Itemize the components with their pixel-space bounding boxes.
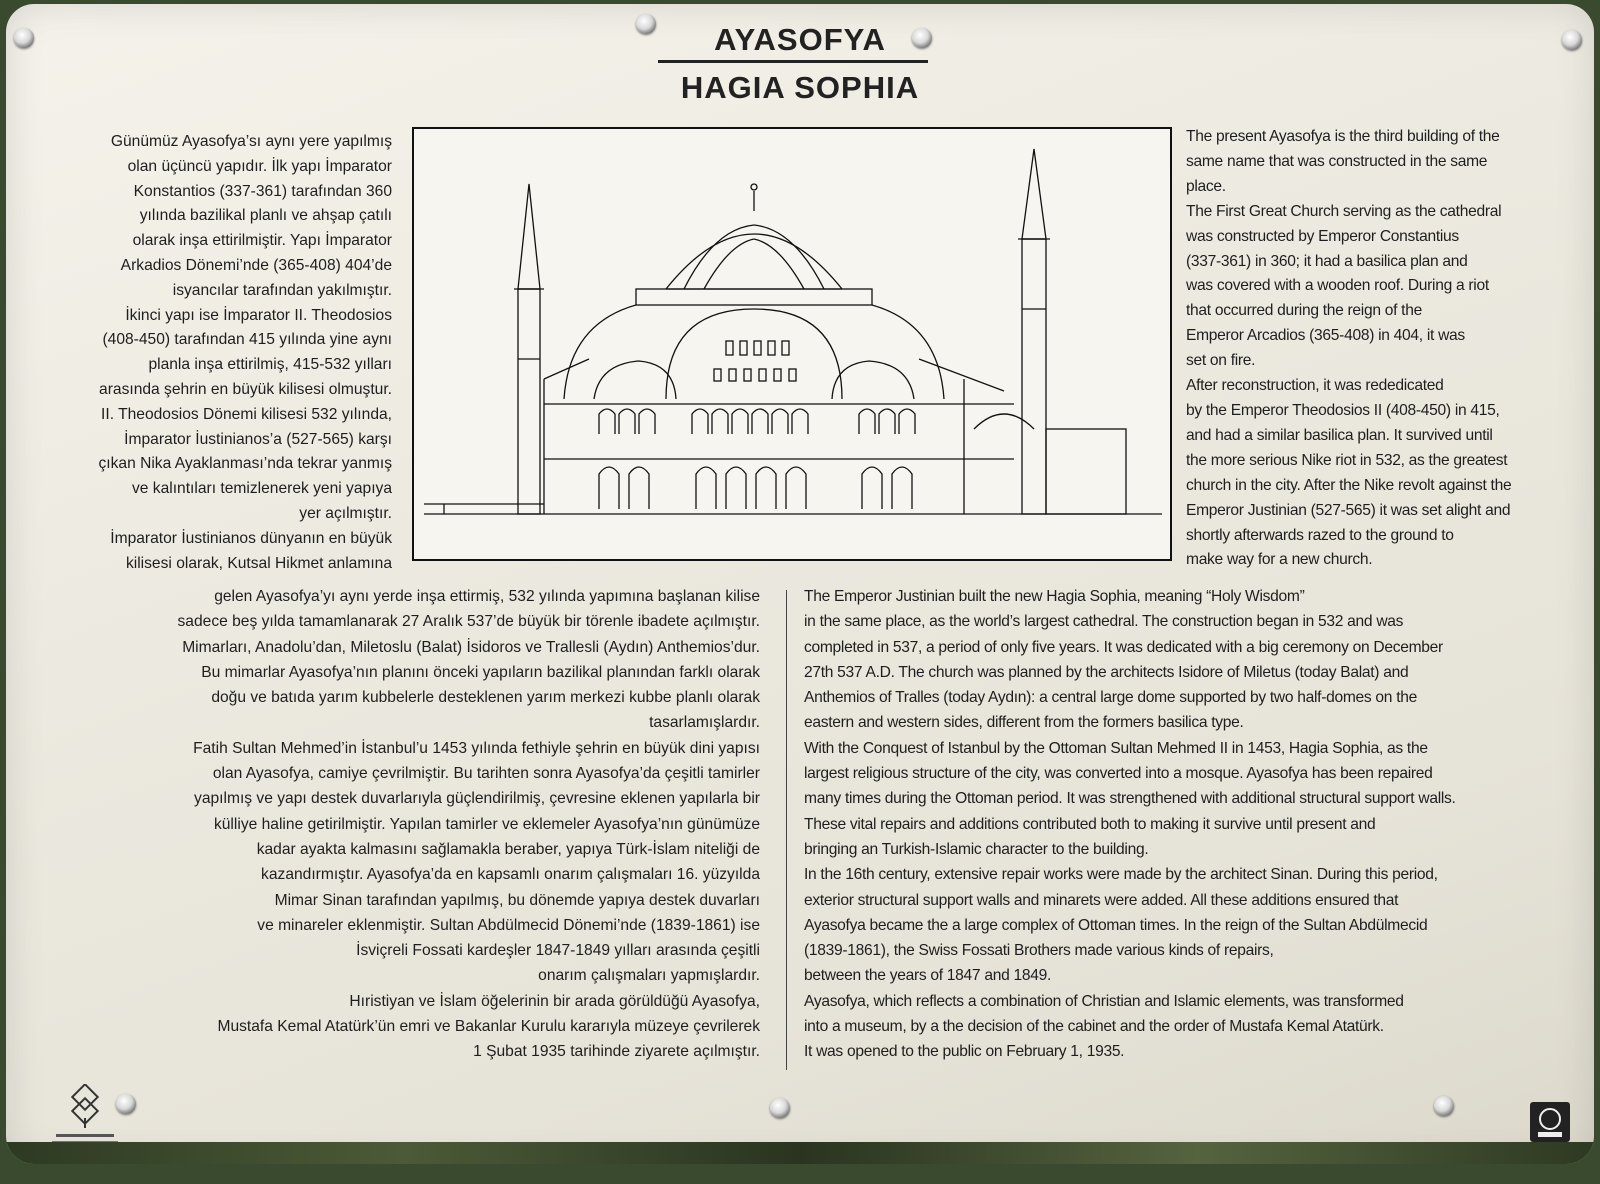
- ground-strip: [6, 1142, 1594, 1164]
- column-divider: [786, 590, 787, 1070]
- hagia-sophia-section-drawing: [412, 127, 1172, 561]
- english-text-bottom: The Emperor Justinian built the new Hagia Sophia, meaning “Holy Wisdom” in the same place, as the world’s largest cathedral. The construction began in 532 and was completed in 537, a period of only five years. It was dedicated with a big ceremony on December 27th 537 A.D. The church was planned by the architects Isidore of Miletus (today Balat) and Anthemios of Tralles (today Aydın): a central large dome supported by two half-domes on the eastern and western sides, different from the formers basilica type. With the Conquest of Istanbul by the Ottoman Sultan Mehmed II in 1453, Hagia Sophia, as the largest religious structure of the city, was converted into a mosque. Ayasofya has been repaired many times during the Ottoman period. It was strengthened with additional structural support walls. These vital repairs and additions contributed both to making it survive until present and bringing an Turkish-Islamic character to the building. In the 16th century, extensive repair works were made by the architect Sinan. During this period, exterior structural support walls and minarets were added. All these additions ensured that Ayasofya became the a large complex of Ottoman times. In the reign of the Sultan Abdülmecid (1839-1861), the Swiss Fossati Brothers made various kinds of repairs, between the years of 1847 and 1849. Ayasofya, which reflects a combination of Christian and Islamic elements, was transformed into a museum, by a the decision of the cabinet and the order of Mustafa Kemal Atatürk. It was opened to the public on February 1, 1935.: [804, 588, 1456, 1061]
- turkish-text-top: Günümüz Ayasofya’sı aynı yere yapılmış olan üçüncü yapıdır. İlk yapı İmparator Konstantios (337-361) tarafından 360 yılında bazilikal planlı ve ahşap çatılı olarak inşa ettirilmiştir. Yapı İmparator Arkadios Dönemi’nde (365-408) 404’de isyancılar tarafından yakılmıştır. İkinci yapı ise İmparator II. Theodosios (408-450) tarafından 415 yılında yine aynı planla inşa ettirilmiş, 415-532 yılları arasında şehrin en büyük kilisesi olmuştur. II. Theodosios Dönemi kilisesi 532 yılında, İmparator İustinianos’a (527-565) karşı çıkan Nika Ayaklanması’nda tekrar yanmış ve kalıntıları temizlenerek yeni yapıya yer açılmıştır. İmparator İustinianos dünyanın en büyük kilisesi olarak, Kutsal Hikmet anlamına: [98, 133, 392, 572]
- title-turkish: AYASOFYA: [714, 22, 886, 57]
- screw-icon: [770, 1098, 790, 1118]
- english-text-top: The present Ayasofya is the third building of the same name that was constructed in the same place. The First Great Church serving as the cathedral was constructed by Emperor Constantius (337-361) in 360; it had a basilica plan and was covered with a wooden roof. During a riot that occurred during the reign of the Emperor Arcadios (365-408) in 404, it was set on fire. After reconstruction, it was rededicated by the Emperor Theodosios II (408-450) in 415, and had a similar basilica plan. It survived until the more serious Nike riot in 532, as the greatest church in the city. After the Nike revolt against the Emperor Justinian (527-565) it was set alight and shortly afterwards razed to the ground to make way for a new church.: [1186, 128, 1512, 569]
- turkish-text-bottom: gelen Ayasofya’yı aynı yerde inşa ettirmiş, 532 yılında yapımına başlanan kilise sadece beş yılda tamamlanarak 27 Aralık 537’de büyük bir törenle ibadete açılmıştır. Mimarları, Anadolu’dan, Miletoslu (Balat) İsidoros ve Trallesli (Aydın) Anthemios’dur. Bu mimarlar Ayasofya’nın planını önceki yapıların bazilikal planından farklı olarak doğu ve batıda yarım kubbelerle desteklenen yarım merkezi kubbe planlı olarak tasarlamışlardır. Fatih Sultan Mehmed’in İstanbul’u 1453 yılında fethiyle şehrin en büyük dini yapısı olan Ayasofya, camiye çevrilmiştir. Bu tarihten sonra Ayasofya’da çeşitli tamirler yapılmış ve yapı destek duvarlarıyla güçlendirilmiş, çevresine eklenen yapılarla bir külliye haline getirilmiştir. Yapılan tamirler ve eklemeler Ayasofya’nın günümüze kadar ayakta kalmasını sağlamakla beraber, yapıya Türk-İslam niteliği de kazandırmıştır. Ayasofya’da en kapsamlı onarım çalışmaları 16. yüzyılda Mimar Sinan tarafından yapılmış, bu dönemde yapıya destek duvarları ve minareler eklenmiştir. Sultan Abdülmecid Dönemi’nde (1839-1861) ise İsviçreli Fossati kardeşler 1847-1849 yılları arasında çeşitli onarım çalışmaları yapmışlardır. Hıristiyan ve İslam öğelerinin bir arada görüldüğü Ayasofya, Mustafa Kemal Atatürk’ün emri ve Bakanlar Kurulu kararıyla müzeye çevrilerek 1 Şubat 1935 tarihinde ziyarete açılmıştır.: [177, 588, 760, 1061]
- information-plaque: [6, 4, 1594, 1164]
- screw-icon: [1434, 1096, 1454, 1116]
- drawing-svg: [414, 129, 1170, 559]
- ministry-knot-emblem-icon: [50, 1084, 120, 1148]
- title-divider-rule: [658, 60, 928, 63]
- title-english: HAGIA SOPHIA: [680, 70, 920, 105]
- ayasofya-museum-emblem-icon: [1530, 1102, 1570, 1142]
